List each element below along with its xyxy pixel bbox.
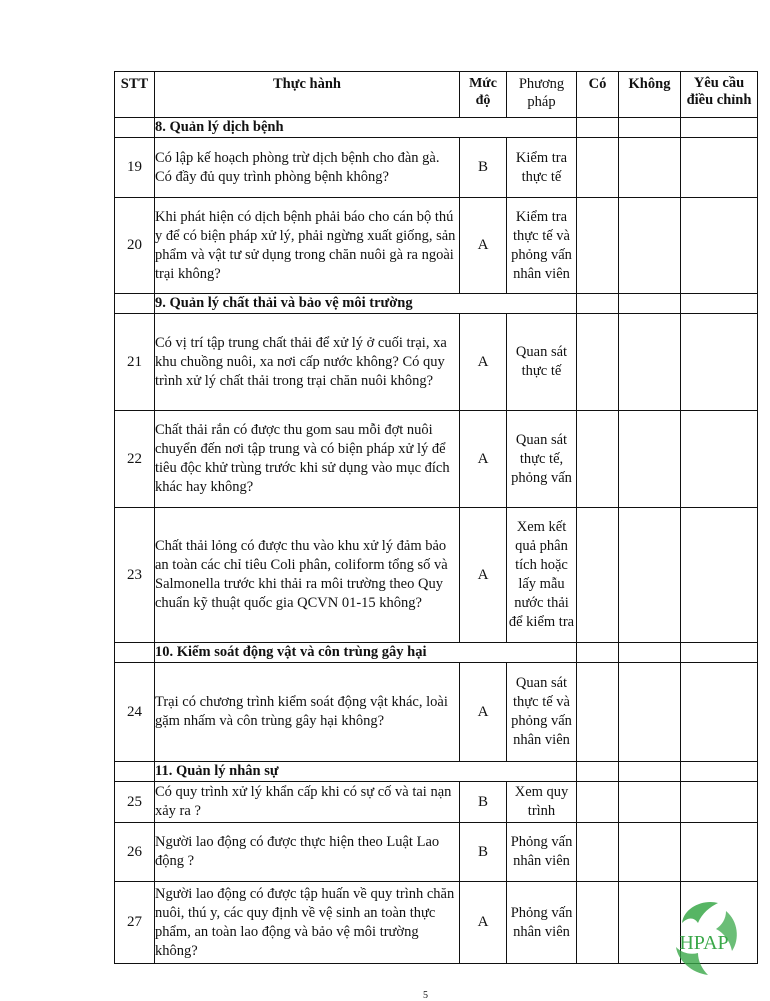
section-row: [115, 118, 758, 138]
no-checkbox[interactable]: [619, 314, 681, 411]
row-number: 27: [115, 882, 155, 964]
no-checkbox[interactable]: [619, 198, 681, 294]
table-row: [115, 508, 758, 643]
hpap-logo-icon: [668, 893, 740, 988]
level-value: A: [460, 198, 507, 294]
yes-checkbox[interactable]: [577, 411, 619, 508]
adjust-field[interactable]: [681, 314, 758, 411]
table-row: [115, 782, 758, 823]
row-number: 20: [115, 198, 155, 294]
yes-checkbox[interactable]: [577, 882, 619, 964]
practice-text: Có lập kế hoạch phòng trừ dịch bệnh cho đàn gà. Có đầy đủ quy trình phòng bệnh không?: [155, 138, 460, 198]
practice-text: Khi phát hiện có dịch bệnh phải báo cho cán bộ thú y để có biện pháp xử lý, phải ngừng xuất giống, sản phẩm và vật tư sử dụng trong chăn nuôi gà ra ngoài trại không?: [155, 198, 460, 294]
header-row: [115, 72, 758, 118]
method-text: Kiểm tra thực tế và phỏng vấn nhân viên: [507, 198, 577, 294]
header-stt: STT: [115, 72, 155, 118]
table-cell: [577, 643, 619, 663]
method-text: Quan sát thực tế: [507, 314, 577, 411]
section-row: [115, 294, 758, 314]
checklist-table: [114, 71, 758, 964]
table-cell: [619, 118, 681, 138]
practice-text: Chất thải rắn có được thu gom sau mỗi đợt nuôi chuyển đến nơi tập trung và có biện pháp xử lý để tiêu độc khử trùng trước khi sử dụng vào mục đích khác hay không?: [155, 411, 460, 508]
row-number: 19: [115, 138, 155, 198]
yes-checkbox[interactable]: [577, 508, 619, 643]
adjust-field[interactable]: [681, 823, 758, 882]
header-no: Không: [619, 72, 681, 118]
table-row: [115, 882, 758, 964]
table-cell: [115, 643, 155, 663]
yes-checkbox[interactable]: [577, 663, 619, 762]
method-text: Quan sát thực tế và phỏng vấn nhân viên: [507, 663, 577, 762]
method-text: Phỏng vấn nhân viên: [507, 823, 577, 882]
yes-checkbox[interactable]: [577, 823, 619, 882]
yes-checkbox[interactable]: [577, 198, 619, 294]
table-cell: [681, 643, 758, 663]
level-value: A: [460, 663, 507, 762]
no-checkbox[interactable]: [619, 823, 681, 882]
table-row: [115, 411, 758, 508]
header-practice: Thực hành: [155, 72, 460, 118]
table-cell: [115, 762, 155, 782]
logo-text: HPAP: [679, 932, 729, 954]
row-number: 22: [115, 411, 155, 508]
level-value: B: [460, 823, 507, 882]
yes-checkbox[interactable]: [577, 138, 619, 198]
level-value: B: [460, 782, 507, 823]
no-checkbox[interactable]: [619, 663, 681, 762]
adjust-field[interactable]: [681, 198, 758, 294]
table-row: [115, 138, 758, 198]
section-title: 9. Quản lý chất thải và bảo vệ môi trường: [155, 294, 577, 314]
header-yes: Có: [577, 72, 619, 118]
row-number: 21: [115, 314, 155, 411]
practice-text: Có quy trình xử lý khẩn cấp khi có sự cố và tai nạn xảy ra ?: [155, 782, 460, 823]
adjust-field[interactable]: [681, 411, 758, 508]
table-row: [115, 314, 758, 411]
section-title: 10. Kiểm soát động vật và côn trùng gây hại: [155, 643, 577, 663]
table-row: [115, 198, 758, 294]
method-text: Kiểm tra thực tế: [507, 138, 577, 198]
practice-text: Người lao động có được tập huấn về quy trình chăn nuôi, thú y, các quy định về vệ sinh an toàn thực phẩm, an toàn lao động và bảo vệ môi trường không?: [155, 882, 460, 964]
level-value: B: [460, 138, 507, 198]
level-value: A: [460, 411, 507, 508]
level-value: A: [460, 314, 507, 411]
table-cell: [681, 118, 758, 138]
practice-text: Người lao động có được thực hiện theo Luật Lao động ?: [155, 823, 460, 882]
table-row: [115, 663, 758, 762]
practice-text: Chất thải lỏng có được thu vào khu xử lý đảm bảo an toàn các chỉ tiêu Coli phân, coliform tổng số và Salmonella trước khi thải ra môi trường theo Quy chuẩn kỹ thuật quốc gia QCVN 01-15 không?: [155, 508, 460, 643]
header-method: Phương pháp: [507, 72, 577, 118]
table-cell: [115, 118, 155, 138]
no-checkbox[interactable]: [619, 138, 681, 198]
section-row: [115, 762, 758, 782]
header-level: Mức độ: [460, 72, 507, 118]
row-number: 26: [115, 823, 155, 882]
adjust-field[interactable]: [681, 663, 758, 762]
row-number: 24: [115, 663, 155, 762]
practice-text: Trại có chương trình kiểm soát động vật khác, loài gặm nhấm và côn trùng gây hại không?: [155, 663, 460, 762]
adjust-field[interactable]: [681, 138, 758, 198]
adjust-field[interactable]: [681, 508, 758, 643]
table-cell: [681, 294, 758, 314]
table-cell: [115, 294, 155, 314]
level-value: A: [460, 882, 507, 964]
no-checkbox[interactable]: [619, 782, 681, 823]
method-text: Xem quy trình: [507, 782, 577, 823]
table-cell: [619, 294, 681, 314]
table-cell: [577, 118, 619, 138]
section-title: 8. Quản lý dịch bệnh: [155, 118, 577, 138]
table-cell: [577, 762, 619, 782]
no-checkbox[interactable]: [619, 508, 681, 643]
table-cell: [619, 762, 681, 782]
method-text: Xem kết quả phân tích hoặc lấy mẫu nước thải để kiểm tra: [507, 508, 577, 643]
page-number: 5: [423, 990, 428, 1001]
level-value: A: [460, 508, 507, 643]
yes-checkbox[interactable]: [577, 314, 619, 411]
section-row: [115, 643, 758, 663]
method-text: Quan sát thực tế, phỏng vấn: [507, 411, 577, 508]
row-number: 23: [115, 508, 155, 643]
header-adjust: Yêu cầu điều chỉnh: [681, 72, 758, 118]
practice-text: Có vị trí tập trung chất thải để xử lý ở cuối trại, xa khu chuồng nuôi, xa nơi cấp nước không? Có quy trình xử lý chất thải trong trại chăn nuôi không?: [155, 314, 460, 411]
section-title: 11. Quản lý nhân sự: [155, 762, 577, 782]
hpap-logo: [668, 893, 740, 988]
table-cell: [619, 643, 681, 663]
table-cell: [681, 762, 758, 782]
adjust-field[interactable]: [681, 782, 758, 823]
no-checkbox[interactable]: [619, 411, 681, 508]
table-row: [115, 823, 758, 882]
table-cell: [577, 294, 619, 314]
row-number: 25: [115, 782, 155, 823]
method-text: Phỏng vấn nhân viên: [507, 882, 577, 964]
yes-checkbox[interactable]: [577, 782, 619, 823]
